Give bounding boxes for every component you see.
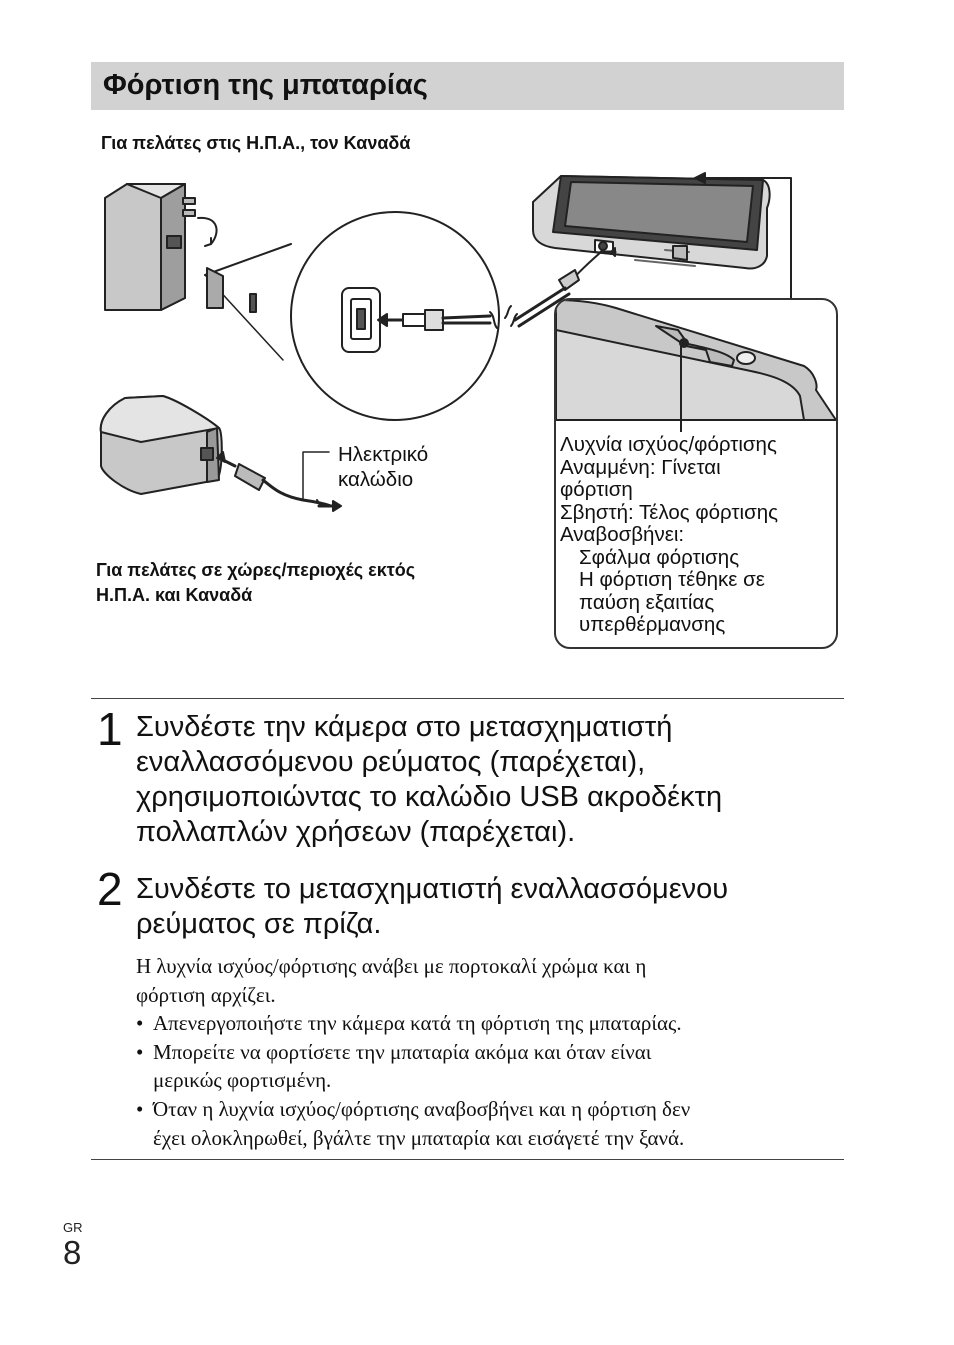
power-cord-label: Ηλεκτρικό καλώδιο [338,443,429,491]
divider-top [91,698,844,699]
state-flash: Αναβοσβήνει: [560,523,685,546]
note-intro: Η λυχνία ισχύος/φόρτισης ανάβει με πορτοκαλί χρώμα και η [136,954,647,978]
charge-lamp-legend [560,434,840,637]
section-title-bar [91,62,844,110]
caption-other-regions: Για πελάτες σε χώρες/περιοχές εκτός Η.Π.Α. και Καναδά [96,560,416,605]
note-bullet: • Όταν η λυχνία ισχύος/φόρτισης αναβοσβήνει και η φόρτιση δεν [136,1095,836,1124]
note-bullet-cont: μερικώς φορτισμένη. [153,1068,332,1093]
page-language-code: GR [63,1220,83,1235]
note-bullet-cont: έχει ολοκληρωθεί, βγάλτε την μπαταρία και εισάγετέ την ξανά. [153,1125,685,1150]
flash-reason-overheat-cont2: υπερθέρμανσης [579,613,726,636]
ac-adapter-us-illustration [105,184,217,310]
usb-port-magnified-illustration [205,212,517,420]
note-intro-cont: φόρτιση αρχίζει. [136,982,276,1007]
step-2-text: Συνδέστε το μετασχηματιστή εναλλασσόμενου ρεύματος σε πρίζα. [136,873,729,940]
ac-adapter-other-illustration [101,396,341,511]
state-off: Σβηστή: Τέλος φόρτισης [560,500,779,524]
state-on-cont: φόρτιση [560,478,633,501]
step-1-text: Συνδέστε την κάμερα στο μετασχηματιστή εναλλασσόμενου ρεύματος (παρέχεται), χρησιμοποιώντας το καλώδιο USB ακροδέκτη πολλαπλών χρήσεων (παρέχεται). [136,711,723,848]
note-bullet: • Απενεργοποιήστε την κάμερα κατά τη φόρτιση της μπαταρίας. [136,1009,836,1038]
lamp-label: Λυχνία ισχύος/φόρτισης [560,433,777,456]
state-on: Αναμμένη: Γίνεται [560,455,721,479]
flash-reason-error: Σφάλμα φόρτισης [579,545,740,569]
flash-reason-overheat-cont: παύση εξαιτίας [579,590,715,614]
step-1-number: 1 [97,703,123,755]
flash-reason-overheat: Η φόρτιση τέθηκε σε [579,568,765,591]
caption-us-canada: Για πελάτες στις Η.Π.Α., τον Καναδά [101,133,411,153]
step-2-number: 2 [97,863,123,915]
divider-bottom [91,1159,844,1160]
page-number: 8 [63,1234,82,1271]
note-bullet: • Μπορείτε να φορτίσετε την μπαταρία ακόμα και όταν είναι [136,1038,836,1067]
step-2-notes [136,952,836,1152]
page-title: Φόρτιση της μπαταρίας [103,69,428,101]
